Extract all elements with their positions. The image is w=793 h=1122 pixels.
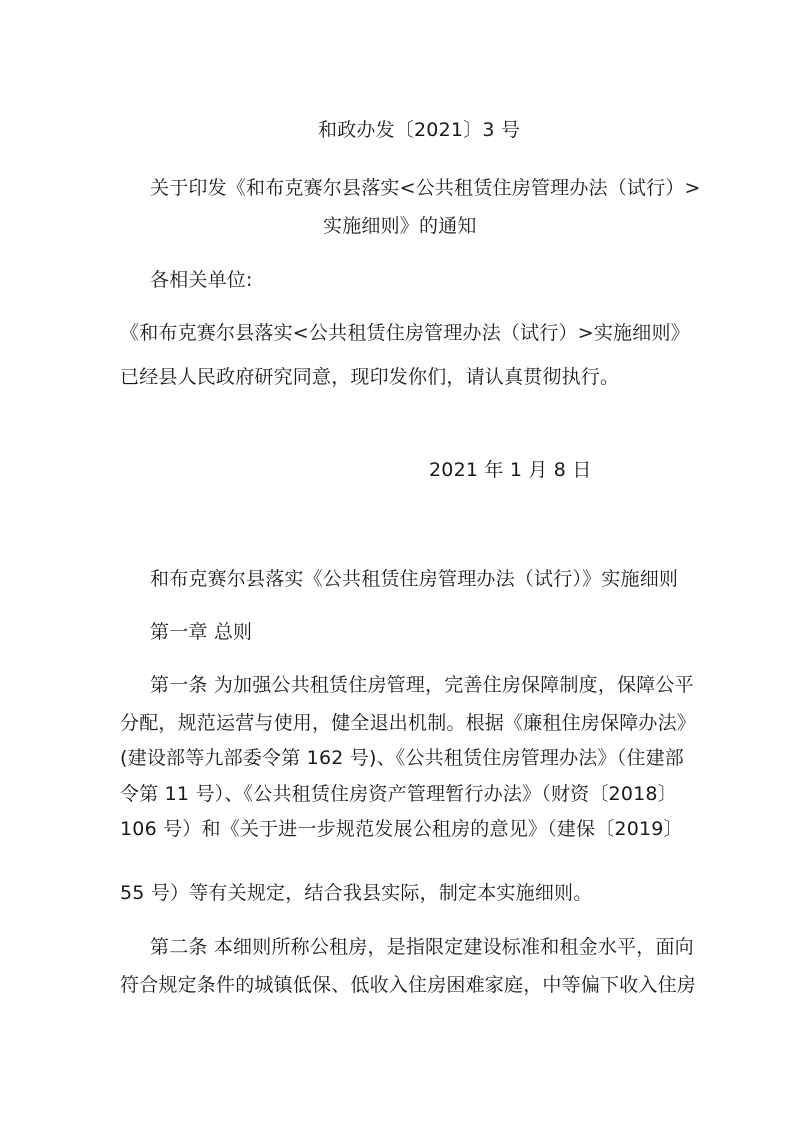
article-1-line: 55 号）等有关规定，结合我县实际，制定本实施细则。 — [120, 882, 593, 904]
article-1-line: 106 号）和《关于进一步规范发展公租房的意见》（建保〔2019〕 — [120, 818, 683, 840]
article-2-line: 符合规定条件的城镇低保、低收入住房困难家庭，中等偏下收入住房 — [120, 974, 697, 996]
article-1-line: (建设部等九部委令第 162 号)、《公共租赁住房管理办法》（住建部 — [120, 747, 684, 769]
notice-title-line-2: 实施细则》的通知 — [323, 215, 477, 237]
article-1-line: 分配，规范运营与使用，健全退出机制。根据《廉租住房保障办法》 — [120, 712, 697, 734]
article-1-line: 令第 11 号）、《公共租赁住房资产管理暂行办法》（财资〔2018〕 — [120, 783, 677, 805]
notice-body-line-2: 已经县人民政府研究同意，现印发你们，请认真贯彻执行。 — [120, 366, 620, 388]
addressee: 各相关单位: — [150, 269, 253, 291]
notice-title-line-1: 关于印发《和布克赛尔县落实<公共租赁住房管理办法（试行）> — [150, 177, 701, 199]
article-1-line: 第一条 为加强公共租赁住房管理，完善住房保障制度，保障公平 — [150, 674, 694, 696]
rules-title: 和布克赛尔县落实《公共租赁住房管理办法（试行）》实施细则 — [150, 568, 679, 590]
article-2-line: 第二条 本细则所称公租房，是指限定建设标准和租金水平，面向 — [150, 936, 694, 958]
notice-body-line-1: 《和布克赛尔县落实<公共租赁住房管理办法（试行）>实施细则》 — [120, 322, 690, 344]
notice-date: 2021 年 1 月 8 日 — [429, 459, 592, 481]
document-number: 和政办发〔2021〕3 号 — [318, 119, 521, 141]
chapter-heading: 第一章 总则 — [150, 621, 253, 643]
